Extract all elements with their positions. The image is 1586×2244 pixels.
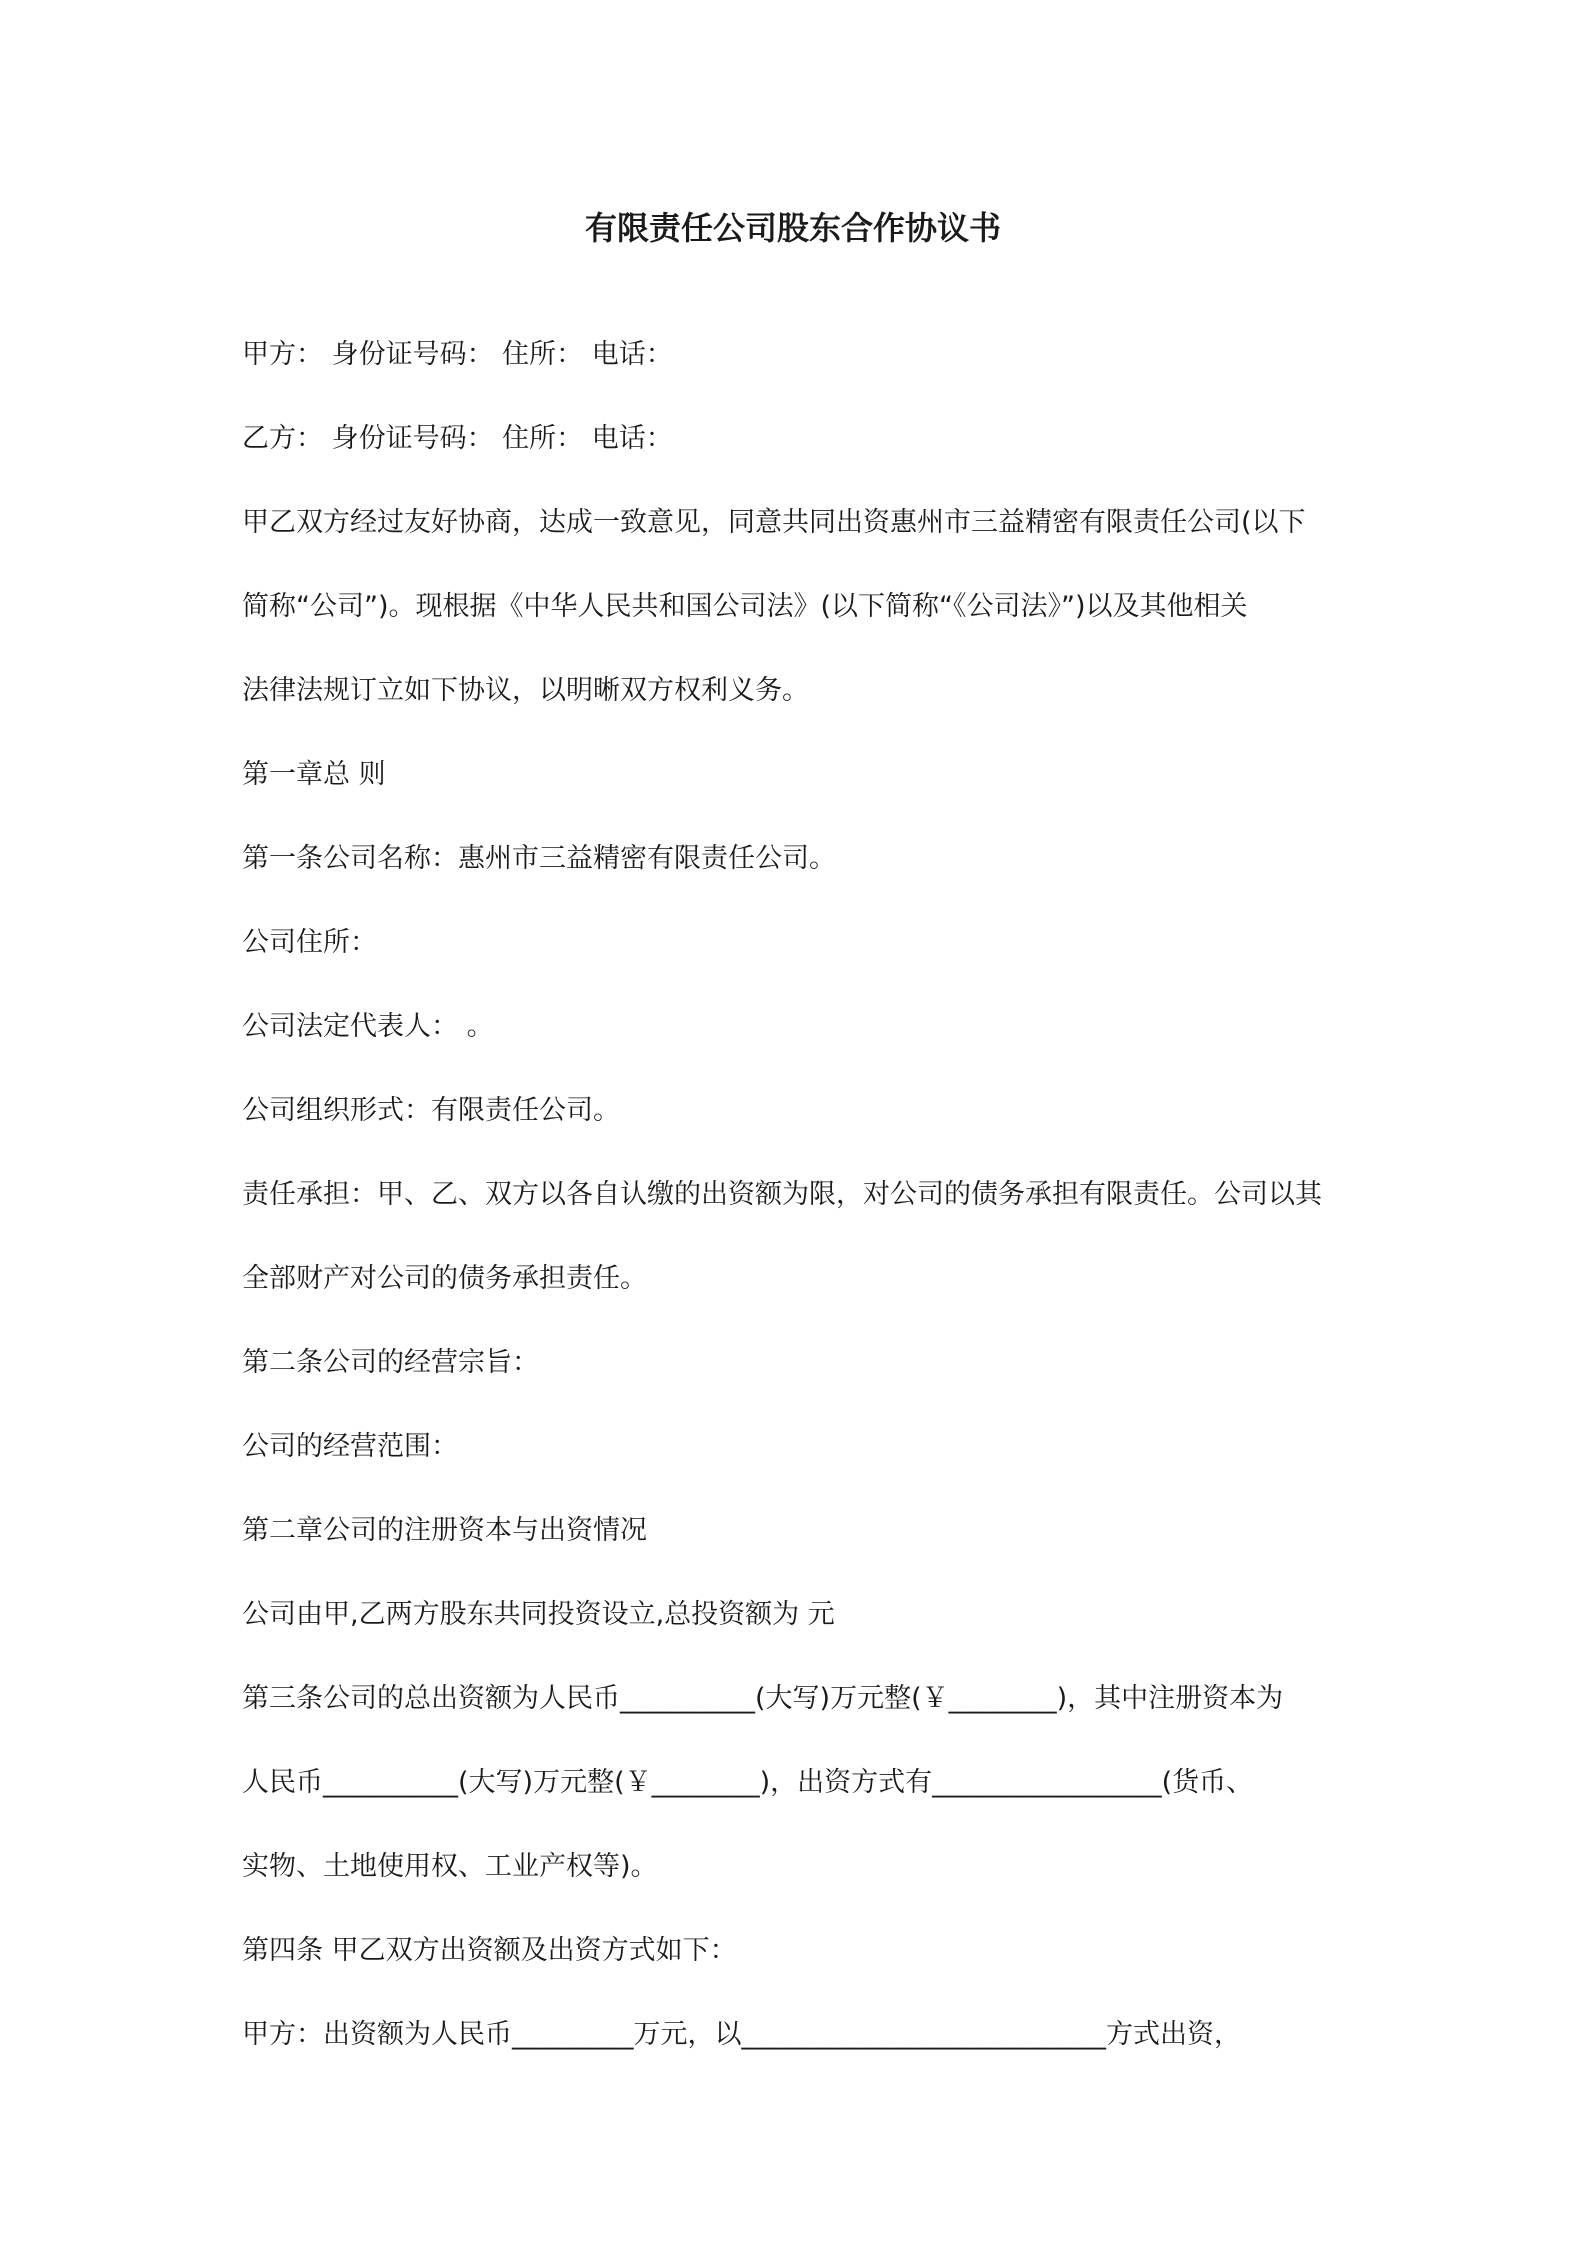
article-3-line-2: 人民币__________(大写)万元整(￥________)，出资方式有_________________(货币、: [242, 1767, 1254, 1798]
article-2-purpose: 第二条公司的经营宗旨：: [242, 1347, 539, 1378]
business-scope: 公司的经营范围：: [242, 1431, 458, 1462]
party-b-info: 乙方： 身份证号码： 住所： 电话：: [242, 423, 673, 454]
liability-line-2: 全部财产对公司的债务承担责任。: [242, 1263, 647, 1294]
preamble-line-3: 法律法规订立如下协议，以明晰双方权利义务。: [242, 675, 809, 706]
preamble-line-2: 简称“公司”)。现根据《中华人民共和国公司法》(以下简称“《公司法》”)以及其他相关: [242, 591, 1248, 622]
article-3-line-3: 实物、土地使用权、工业产权等)。: [242, 1851, 658, 1882]
chapter-2-heading: 第二章公司的注册资本与出资情况: [242, 1515, 647, 1546]
party-a-info: 甲方： 身份证号码： 住所： 电话：: [242, 339, 673, 370]
party-a-contribution: 甲方：出资额为人民币_________万元，以___________________________方式出资，: [242, 2019, 1241, 2050]
document-body: [242, 331, 1362, 2095]
organization-form: 公司组织形式：有限责任公司。: [242, 1095, 620, 1126]
article-1-company-name: 第一条公司名称：惠州市三益精密有限责任公司。: [242, 843, 836, 874]
legal-representative: 公司法定代表人： 。: [242, 1011, 494, 1042]
article-4-heading: 第四条 甲乙双方出资额及出资方式如下：: [242, 1935, 737, 1966]
liability-line-1: 责任承担：甲、乙、双方以各自认缴的出资额为限，对公司的债务承担有限责任。公司以其: [242, 1179, 1322, 1210]
document-title: 有限责任公司股东合作协议书: [584, 209, 1001, 247]
article-3-line-1: 第三条公司的总出资额为人民币__________(大写)万元整(￥________)，其中注册资本为: [242, 1683, 1284, 1714]
preamble-line-1: 甲乙双方经过友好协商，达成一致意见，同意共同出资惠州市三益精密有限责任公司(以下: [242, 507, 1306, 538]
company-address: 公司住所：: [242, 927, 377, 958]
total-investment: 公司由甲,乙两方股东共同投资设立,总投资额为 元: [242, 1599, 835, 1630]
chapter-1-heading: 第一章总 则: [242, 759, 386, 790]
